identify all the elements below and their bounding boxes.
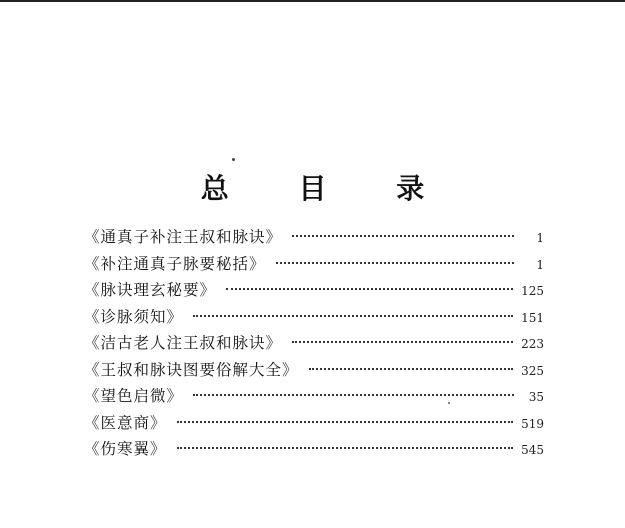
toc-entry-page: 125: [521, 284, 544, 298]
toc-entry[interactable]: [84, 330, 544, 357]
toc-entry-page: 151: [521, 310, 544, 325]
toc-entry-title: 《脉诀理玄秘要》: [84, 281, 217, 299]
toc-leader-dots: [193, 315, 513, 317]
toc-entry-page: 1: [536, 231, 544, 245]
toc-entry-page: 519: [521, 416, 544, 431]
toc-entry[interactable]: [84, 277, 544, 304]
toc-entry-title: 《诊脉须知》: [84, 307, 184, 326]
page-title: 总 目 录: [200, 171, 455, 205]
toc-entry[interactable]: [84, 436, 544, 463]
toc-entry-page: 35: [528, 390, 544, 404]
print-speck: [232, 158, 235, 161]
toc-entry-page: 223: [521, 337, 544, 351]
toc-leader-dots: [309, 368, 514, 370]
toc-leader-dots: [193, 394, 514, 396]
toc-entry[interactable]: [84, 410, 544, 437]
toc-entry[interactable]: [84, 224, 544, 251]
toc-entry-title: 《洁古老人注王叔和脉诀》: [84, 334, 283, 352]
toc-entry-title: 《医意商》: [84, 413, 167, 432]
toc-entry[interactable]: [84, 251, 544, 278]
toc-leader-dots: [226, 288, 513, 290]
toc-entry-title: 《通真子补注王叔和脉诀》: [84, 228, 283, 246]
top-border-line: [0, 0, 625, 2]
toc-entry-title: 《望色启微》: [84, 387, 184, 405]
toc-leader-dots: [292, 235, 514, 237]
toc-entry-page: 325: [521, 363, 544, 378]
toc-leader-dots: [276, 262, 514, 264]
toc-entry-page: 1: [536, 257, 544, 272]
toc-leader-dots: [177, 447, 514, 449]
toc-leader-dots: [292, 341, 513, 343]
toc-entry-title: 《伤寒翼》: [84, 440, 167, 458]
toc-entry-page: 545: [521, 443, 544, 457]
toc-entry-title: 《王叔和脉诀图要俗解大全》: [84, 360, 299, 379]
table-of-contents: [84, 224, 544, 463]
toc-entry[interactable]: [84, 357, 544, 384]
toc-leader-dots: [177, 421, 514, 423]
toc-entry[interactable]: [84, 304, 544, 331]
print-speck: [448, 402, 450, 404]
toc-entry[interactable]: [84, 383, 544, 410]
toc-entry-title: 《补注通真子脉要秘括》: [84, 254, 266, 273]
